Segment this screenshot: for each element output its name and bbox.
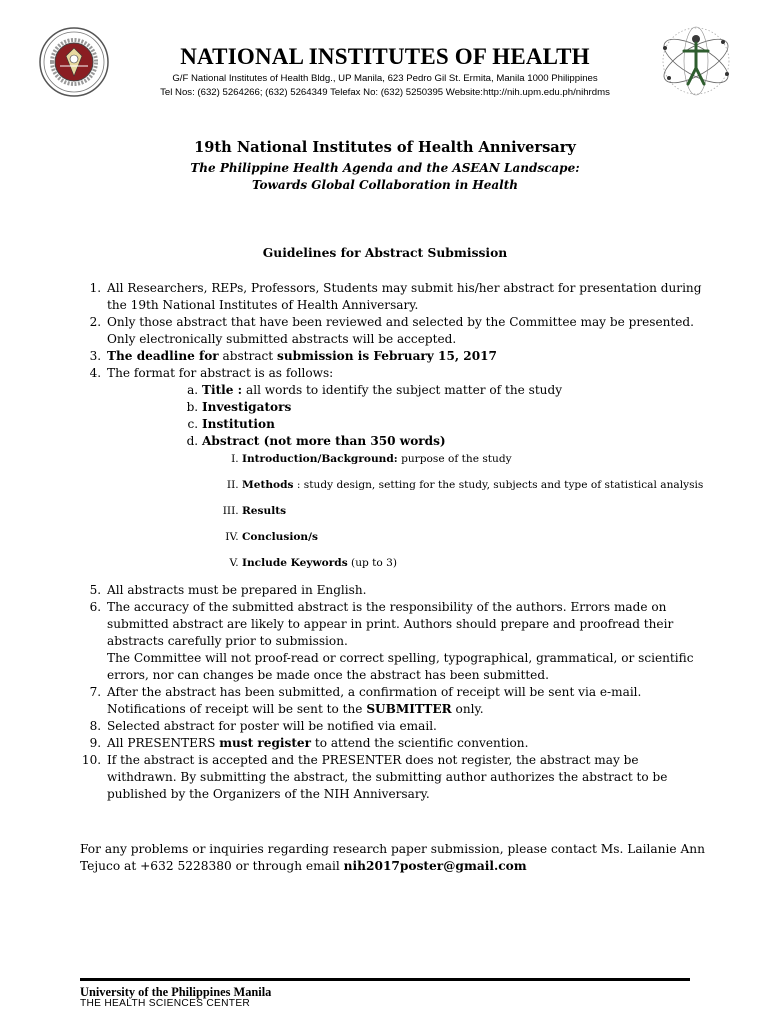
event-title: 19th National Institutes of Health Anniversary [194, 139, 576, 156]
contact-email[interactable]: nih2017poster@gmail.com [343, 859, 527, 873]
deadline-word: abstract [218, 349, 278, 363]
abstract-section-results [242, 504, 710, 518]
guideline-item-9 [105, 735, 710, 752]
guideline-item-8 [105, 718, 710, 735]
guideline-item-10-text: If the abstract is accepted and the PRESENTER does not register, the abstract may be withdrawn. By submitting the abstract, the submitting author authorizes the abstract to be published by the Organizers of the NIH Anniversary. [107, 753, 668, 801]
methods-label: Methods [242, 479, 294, 491]
format-item-abstract [202, 433, 710, 570]
guidelines-heading: Guidelines for Abstract Submission [262, 245, 508, 260]
guideline-item-2-text: Only those abstract that have been reviewed and selected by the Committee may be presented. Only electronically submitted abstracts will be accepted. [107, 315, 695, 346]
event-subtitle-line2: Towards Global Collaboration in Health [251, 178, 518, 192]
guidelines-list-container [80, 280, 710, 803]
guideline-item-9-pre: All PRESENTERS [107, 736, 220, 750]
guideline-item-6 [105, 599, 710, 684]
format-intro: The format for abstract is as follows: [107, 366, 334, 380]
institution-title: NATIONAL INSTITUTES OF HEALTH [180, 44, 590, 69]
guidelines-list [80, 280, 710, 803]
format-item-institution [202, 416, 710, 433]
footer-rule [80, 978, 690, 981]
introduction-text: purpose of the study [397, 453, 512, 465]
keywords-text: (up to 3) [347, 557, 398, 569]
methods-text: : study design, setting for the study, subjects and type of statistical analysis [293, 479, 704, 491]
guideline-item-7-tail: only. [451, 702, 484, 716]
submitter-label: SUBMITTER [366, 702, 452, 716]
guideline-item-1 [105, 280, 710, 314]
format-investigators-label: Investigators [202, 400, 292, 414]
guideline-item-5 [105, 582, 710, 599]
abstract-sections-list [202, 452, 710, 570]
format-title-text: all words to identify the subject matter of the study [242, 383, 563, 397]
guideline-item-9-post: to attend the scientific convention. [311, 736, 529, 750]
introduction-label: Introduction/Background: [242, 453, 398, 465]
guideline-item-1-text: All Researchers, REPs, Professors, Students may submit his/her abstract for presentation during the 19th National Institutes of Health Anniversary. [107, 281, 702, 312]
format-sublist [107, 382, 710, 570]
footer-university: University of the Philippines Manila [80, 985, 272, 999]
guideline-item-2 [105, 314, 710, 348]
format-item-title [202, 382, 710, 399]
guideline-item-6-text-2: The Committee will not proof-read or correct spelling, typographical, grammatical, or scientific errors, nor can changes be made once the abstract has been submitted. [107, 651, 694, 682]
results-label: Results [242, 505, 287, 517]
format-abstract-label: Abstract (not more than 350 words) [202, 434, 446, 448]
contact-text: For any problems or inquiries regarding research paper submission, please contact Ms. Lailanie Ann Tejuco at +632 5228380 or through email [80, 842, 705, 873]
conclusion-label: Conclusion/s [242, 531, 318, 543]
abstract-section-introduction [242, 452, 710, 466]
guideline-item-7-text: After the abstract has been submitted, a confirmation of receipt will be sent via e-mail. Notifications of receipt will be sent to the [107, 685, 642, 716]
guideline-item-5-text: All abstracts must be prepared in English. [107, 583, 367, 597]
abstract-section-keywords [242, 556, 710, 570]
guideline-item-6-text: The accuracy of the submitted abstract is the responsibility of the authors. Errors made on submitted abstract are likely to appear in print. Authors should prepare and proofread their abstracts carefully prior to submission. [107, 600, 674, 648]
keywords-label: Include Keywords [242, 557, 348, 569]
guideline-item-8-text: Selected abstract for poster will be notified via email. [107, 719, 437, 733]
institution-contact-line: Tel Nos: (632) 5264266; (632) 5264349 Telefax No: (632) 5250395 Website:http://nih.upm.edu.ph/nihrdms [160, 87, 610, 98]
footer-tagline: THE HEALTH SCIENCES CENTER [80, 998, 251, 1009]
format-title-label: Title : [202, 383, 243, 397]
institution-address: G/F National Institutes of Health Bldg., UP Manila, 623 Pedro Gil St. Ermita, Manila 1000 Philippines [172, 73, 598, 84]
abstract-section-conclusion [242, 530, 710, 544]
must-register-label: must register [219, 736, 311, 750]
guideline-item-10 [105, 752, 710, 803]
format-institution-label: Institution [202, 417, 275, 431]
guideline-item-4 [105, 365, 710, 570]
deadline-label: The deadline for [107, 349, 219, 363]
event-subtitle-line1: The Philippine Health Agenda and the ASEAN Landscape: [190, 161, 580, 175]
contact-paragraph [80, 841, 720, 875]
abstract-section-methods [242, 478, 710, 492]
format-item-investigators [202, 399, 710, 416]
deadline-date: submission is February 15, 2017 [277, 349, 497, 363]
guideline-item-3 [105, 348, 710, 365]
guideline-item-7 [105, 684, 710, 718]
